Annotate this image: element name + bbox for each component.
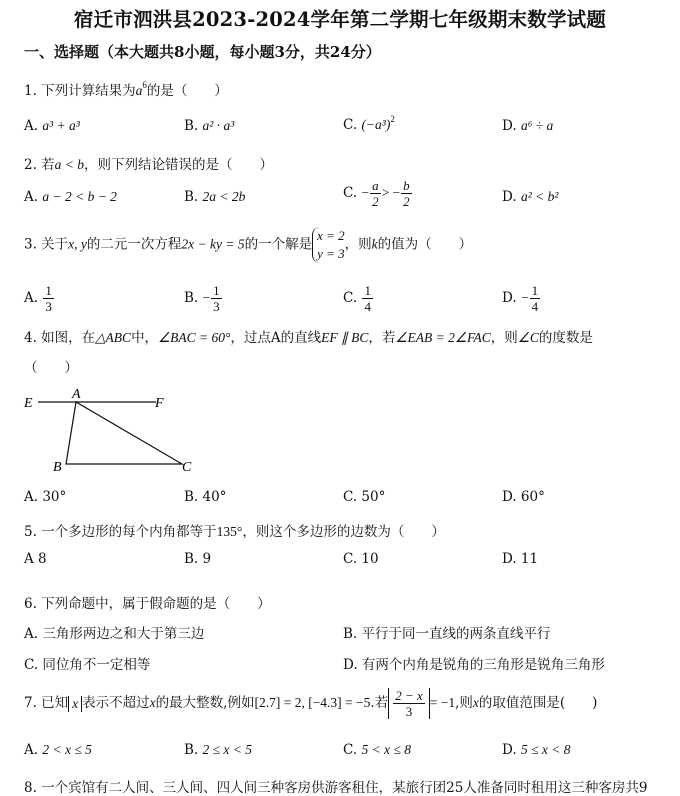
triangle-abc bbox=[66, 402, 182, 464]
q1-option-c[interactable]: C. $(-a^3)^2$ bbox=[343, 114, 395, 133]
q5-option-c[interactable]: C. 10 bbox=[343, 551, 379, 567]
question-4-stem: 4. 如图，在△ABC中，∠BAC = 60°，过点A的直线EF ∥ BC，若∠EAB = 2∠FAC，则∠C的度数是 bbox=[24, 330, 593, 346]
question-1-stem: 1. 下列计算结果为$a^6$的是（ ） bbox=[24, 80, 228, 99]
q3-option-a[interactable]: A. $\frac{1}{3}$ bbox=[24, 283, 52, 314]
question-6-stem: 6. 下列命题中，属于假命题的是（ ） bbox=[24, 596, 271, 612]
q4-option-d[interactable]: D. 60° bbox=[502, 489, 545, 505]
q1-option-a[interactable]: A. a³ + a³ bbox=[24, 118, 80, 134]
q2-option-c[interactable]: C. − $\frac{a}{2}$ > − $\frac{b}{2}$ bbox=[343, 178, 410, 209]
label-e: E bbox=[24, 396, 33, 411]
q2-option-b[interactable]: B. 2a < 2b bbox=[184, 189, 246, 205]
q1-option-b[interactable]: B. a² · a³ bbox=[184, 118, 235, 134]
question-2-stem: 2. 若a < b，则下列结论错误的是（ ） bbox=[24, 157, 274, 173]
q4-option-a[interactable]: A. 30° bbox=[24, 489, 67, 505]
question-7-stem: 7. 已知 x 表示不超过x的最大整数,例如[2.7] = 2, [−4.3] = −5.若 $\frac{2 - x}{3}$ = −1,则x的取值范围是( ) bbox=[24, 688, 598, 719]
q7-option-c[interactable]: C. 5 < x ≤ 8 bbox=[343, 742, 411, 758]
question-5-stem: 5. 一个多边形的每个内角都等于135°，则这个多边形的边数为（ ） bbox=[24, 524, 445, 540]
triangle-figure bbox=[20, 382, 200, 477]
label-f: F bbox=[155, 396, 164, 411]
q5-option-a[interactable]: A 8 bbox=[24, 551, 47, 567]
q7-option-a[interactable]: A. 2 < x ≤ 5 bbox=[24, 742, 92, 758]
q6-option-d[interactable]: D. 有两个内角是锐角的三角形是锐角三角形 bbox=[343, 657, 605, 673]
q5-option-b[interactable]: B. 9 bbox=[184, 551, 212, 567]
q3-option-b[interactable]: B. − $\frac{1}{3}$ bbox=[184, 283, 220, 314]
q4-option-b[interactable]: B. 40° bbox=[184, 489, 227, 505]
question-3-stem: 3. 关于x, y的二元一次方程2x − ky = 5的一个解是 x = 2 y = 3 ，则k的值为（ ） bbox=[24, 228, 473, 261]
q3-option-c[interactable]: C. $\frac{1}{4}$ bbox=[343, 283, 371, 314]
equation-system: x = 2 y = 3 bbox=[312, 227, 345, 263]
q3-option-d[interactable]: D. − $\frac{1}{4}$ bbox=[502, 283, 539, 314]
q2-option-a[interactable]: A. a − 2 < b − 2 bbox=[24, 189, 117, 205]
section-heading: 一、选择题（本大题共8小题，每小题3分，共24分） bbox=[24, 43, 381, 61]
q7-option-d[interactable]: D. 5 ≤ x < 8 bbox=[502, 742, 571, 758]
question-8-stem: 8. 一个宾馆有二人间、三人间、四人间三种客房供游客租住，某旅行团25人准备同时租用这三种客房共9 bbox=[24, 780, 648, 796]
q2-option-d[interactable]: D. a² < b² bbox=[502, 189, 559, 205]
label-a: A bbox=[72, 387, 81, 402]
label-c: C bbox=[182, 460, 192, 475]
q6-option-a[interactable]: A. 三角形两边之和大于第三边 bbox=[24, 626, 205, 642]
label-b: B bbox=[53, 460, 62, 475]
q7-option-b[interactable]: B. 2 ≤ x < 5 bbox=[184, 742, 253, 758]
q4-option-c[interactable]: C. 50° bbox=[343, 489, 386, 505]
page-title: 宿迁市泗洪县2023-2024学年第二学期七年级期末数学试题 bbox=[73, 8, 607, 31]
q1-option-d[interactable]: D. a⁶ ÷ a bbox=[502, 118, 554, 134]
q6-option-c[interactable]: C. 同位角不一定相等 bbox=[24, 657, 151, 673]
question-4-answer-blank: （ ） bbox=[24, 360, 78, 376]
q5-option-d[interactable]: D. 11 bbox=[502, 551, 539, 567]
q6-option-b[interactable]: B. 平行于同一直线的两条直线平行 bbox=[343, 626, 551, 642]
